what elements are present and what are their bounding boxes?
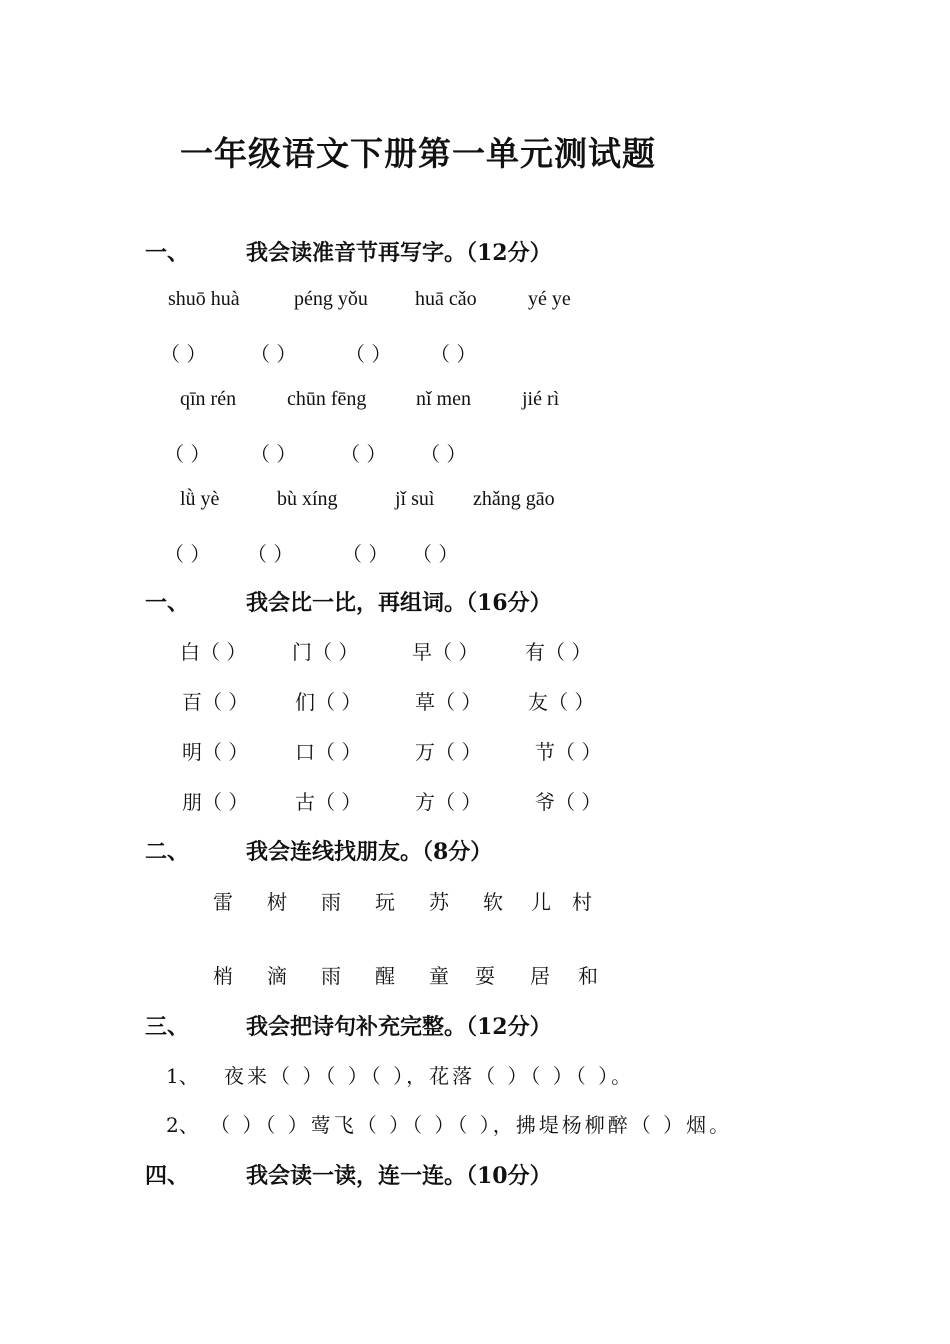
pinyin-item: chūn fēng — [287, 388, 367, 410]
compare-item: 门（ ） — [292, 640, 359, 664]
answer-blank: （ ） — [250, 442, 297, 466]
answer-blank: （ ） — [412, 542, 459, 566]
answer-blank: （ ） — [160, 342, 207, 366]
match-char: 雨 — [321, 964, 341, 988]
compare-item: 明（ ） — [182, 740, 249, 764]
compare-item: 友（ ） — [528, 690, 595, 714]
compare-item: 爷（ ） — [535, 790, 602, 814]
match-char: 雷 — [213, 890, 233, 914]
match-char: 儿 — [531, 890, 551, 914]
match-char: 醒 — [375, 964, 395, 988]
compare-item: 白（ ） — [180, 640, 247, 664]
compare-item: 口（ ） — [295, 740, 362, 764]
match-char: 雨 — [321, 890, 341, 914]
pinyin-item: jié rì — [522, 388, 560, 410]
poem-number: 2、 — [166, 1113, 199, 1137]
section-heading: 我会把诗句补充完整。（12分） — [246, 1014, 552, 1040]
answer-blank: （ ） — [250, 342, 297, 366]
answer-blank: （ ） — [420, 442, 467, 466]
answer-blank: （ ） — [247, 542, 294, 566]
section-number: 四、 — [145, 1163, 190, 1189]
answer-blank: （ ） — [164, 542, 211, 566]
match-char: 树 — [267, 890, 287, 914]
answer-blank: （ ） — [164, 442, 211, 466]
compare-item: 百（ ） — [182, 690, 249, 714]
match-char: 梢 — [213, 964, 233, 988]
pinyin-item: nǐ men — [416, 388, 471, 410]
match-char: 玩 — [375, 890, 395, 914]
answer-blank: （ ） — [340, 442, 387, 466]
answer-blank: （ ） — [430, 342, 477, 366]
compare-item: 朋（ ） — [182, 790, 249, 814]
compare-item: 节（ ） — [535, 740, 602, 764]
pinyin-item: péng yǒu — [294, 288, 368, 310]
match-char: 耍 — [475, 964, 495, 988]
pinyin-item: yé ye — [528, 288, 571, 310]
match-char: 苏 — [429, 890, 449, 914]
section-number: 一、 — [145, 240, 190, 266]
match-char: 和 — [578, 964, 598, 988]
section-number: 一、 — [145, 590, 190, 616]
pinyin-item: qīn rén — [180, 388, 237, 410]
match-char: 居 — [530, 964, 550, 988]
poem-number: 1、 — [166, 1064, 199, 1088]
pinyin-item: huā cǎo — [415, 288, 477, 310]
pinyin-item: shuō huà — [168, 288, 240, 310]
pinyin-item: bù xíng — [277, 488, 338, 510]
match-char: 软 — [483, 890, 503, 914]
pinyin-item: lǜ yè — [180, 488, 220, 510]
section-heading: 我会比一比，再组词。（16分） — [246, 590, 552, 616]
compare-item: 古（ ） — [295, 790, 362, 814]
match-char: 村 — [572, 890, 592, 914]
poem-line: （ ）（ ）莺飞（ ）（ ）（ ），拂堤杨柳醉（ ）烟。 — [210, 1113, 733, 1137]
compare-item: 万（ ） — [415, 740, 482, 764]
poem-line: 夜来（ ）（ ）（ ），花落（ ）（ ）（ ）。 — [224, 1064, 635, 1088]
pinyin-item: zhǎng gāo — [473, 488, 555, 510]
section-number: 三、 — [145, 1014, 190, 1040]
page-title: 一年级语文下册第一单元测试题 — [180, 134, 656, 173]
section-heading: 我会读准音节再写字。（12分） — [246, 240, 552, 266]
section-heading: 我会读一读，连一连。（10分） — [246, 1163, 552, 1189]
compare-item: 方（ ） — [415, 790, 482, 814]
compare-item: 早（ ） — [412, 640, 479, 664]
compare-item: 们（ ） — [295, 690, 362, 714]
section-number: 二、 — [145, 839, 190, 865]
section-heading: 我会连线找朋友。（8分） — [246, 839, 493, 865]
compare-item: 草（ ） — [415, 690, 482, 714]
match-char: 童 — [429, 964, 449, 988]
answer-blank: （ ） — [342, 542, 389, 566]
compare-item: 有（ ） — [525, 640, 592, 664]
match-char: 滴 — [267, 964, 287, 988]
answer-blank: （ ） — [345, 342, 392, 366]
pinyin-item: jǐ suì — [395, 488, 435, 510]
